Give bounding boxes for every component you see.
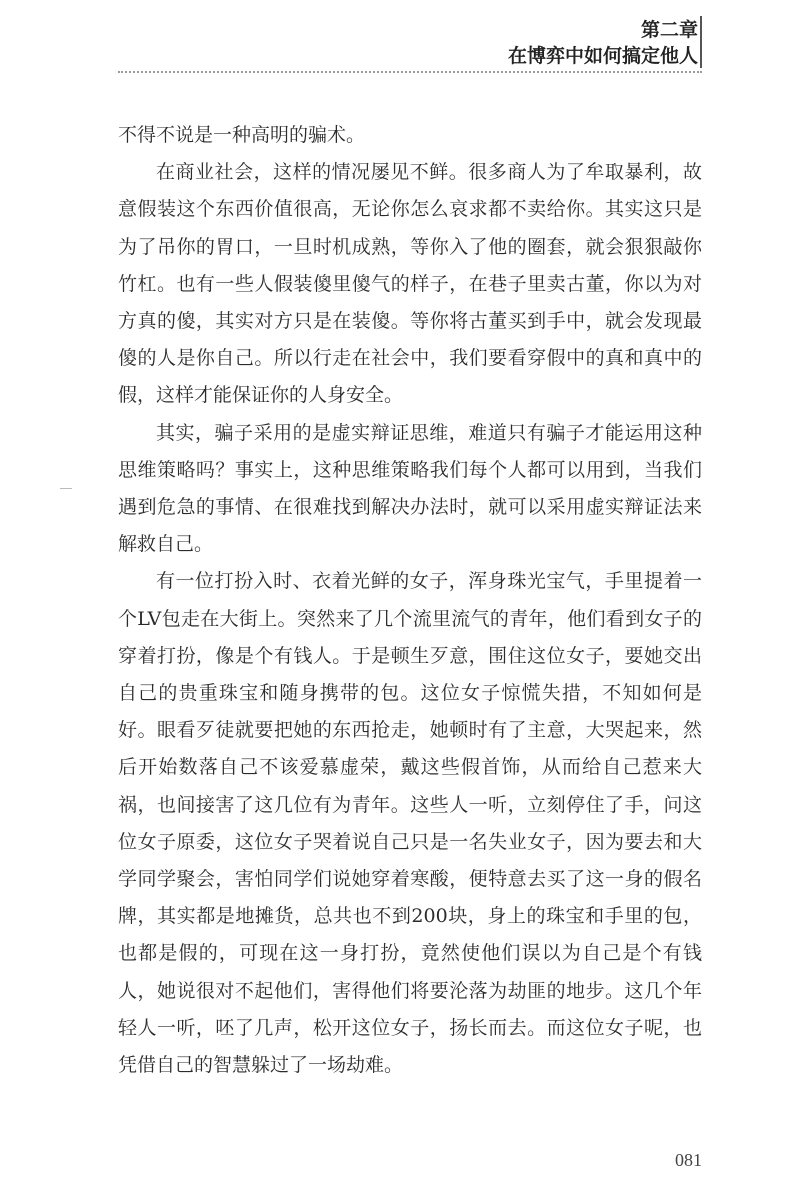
running-header — [508, 18, 698, 68]
header-vertical-rule — [700, 16, 702, 68]
page-number: 081 — [675, 1150, 702, 1170]
paragraph: 在商业社会，这样的情况屡见不鲜。很多商人为了牟取暴利，故意假装这个东西价值很高，无论你怎么哀求都不卖给你。其实这只是为了吊你的胃口，一旦时机成熟，等你入了他的圈套，就会狠狠敲你竹杠。也有一些人假装傻里傻气的样子，在巷子里卖古董，你以为对方真的傻，其实对方只是在装傻。等你将古董买到手中，就会发现最傻的人是你自己。所以行走在社会中，我们要看穿假中的真和真中的假，这样才能保证你的人身安全。 — [118, 161, 702, 407]
chapter-title: 在博弈中如何搞定他人 — [507, 45, 698, 67]
paragraph: 有一位打扮入时、衣着光鲜的女子，浑身珠光宝气，手里提着一个LV包走在大街上。突然来了几个流里流气的青年，他们看到女子的穿着打扮，像是个有钱人。于是顿生歹意，围住这位女子，要她交出自己的贵重珠宝和随身携带的包。这位女子惊慌失措，不知如何是好。眼看歹徒就要把她的东西抢走，她顿时有了主意，大哭起来，然后开始数落自己不该爱慕虚荣，戴这些假首饰，从而给自己惹来大祸，也间接害了这几位有为青年。这些人一听，立刻停住了手，问这位女子原委，这位女子哭着说自己只是一名失业女子，因为要去和大学同学聚会，害怕同学们说她穿着寒酸，便特意去买了这一身的假名牌，其实都是地摊货，总共也不到200块，身上的珠宝和手里的包，也都是假的，可现在这一身打扮，竟然使他们误以为自己是个有钱人，她说很对不起他们，害得他们将要沦落为劫匪的地步。这几个年轻人一听，呸了几声，松开这位女子，扬长而去。而这位女子呢，也凭借自己的智慧躲过了一场劫难。 — [118, 570, 702, 1077]
chapter-number: 第二章 — [640, 19, 698, 41]
body-text — [118, 117, 702, 1084]
margin-mark — [60, 488, 72, 489]
paragraph-continuation: 不得不说是一种高明的骗术。 — [118, 124, 366, 146]
paragraph: 其实，骗子采用的是虚实辩证思维，难道只有骗子才能运用这种思维策略吗？事实上，这种思维策略我们每个人都可以用到，当我们遇到危急的事情、在很难找到解决办法时，就可以采用虚实辩证法来解救自己。 — [118, 421, 702, 556]
header-dotted-rule — [118, 71, 702, 73]
